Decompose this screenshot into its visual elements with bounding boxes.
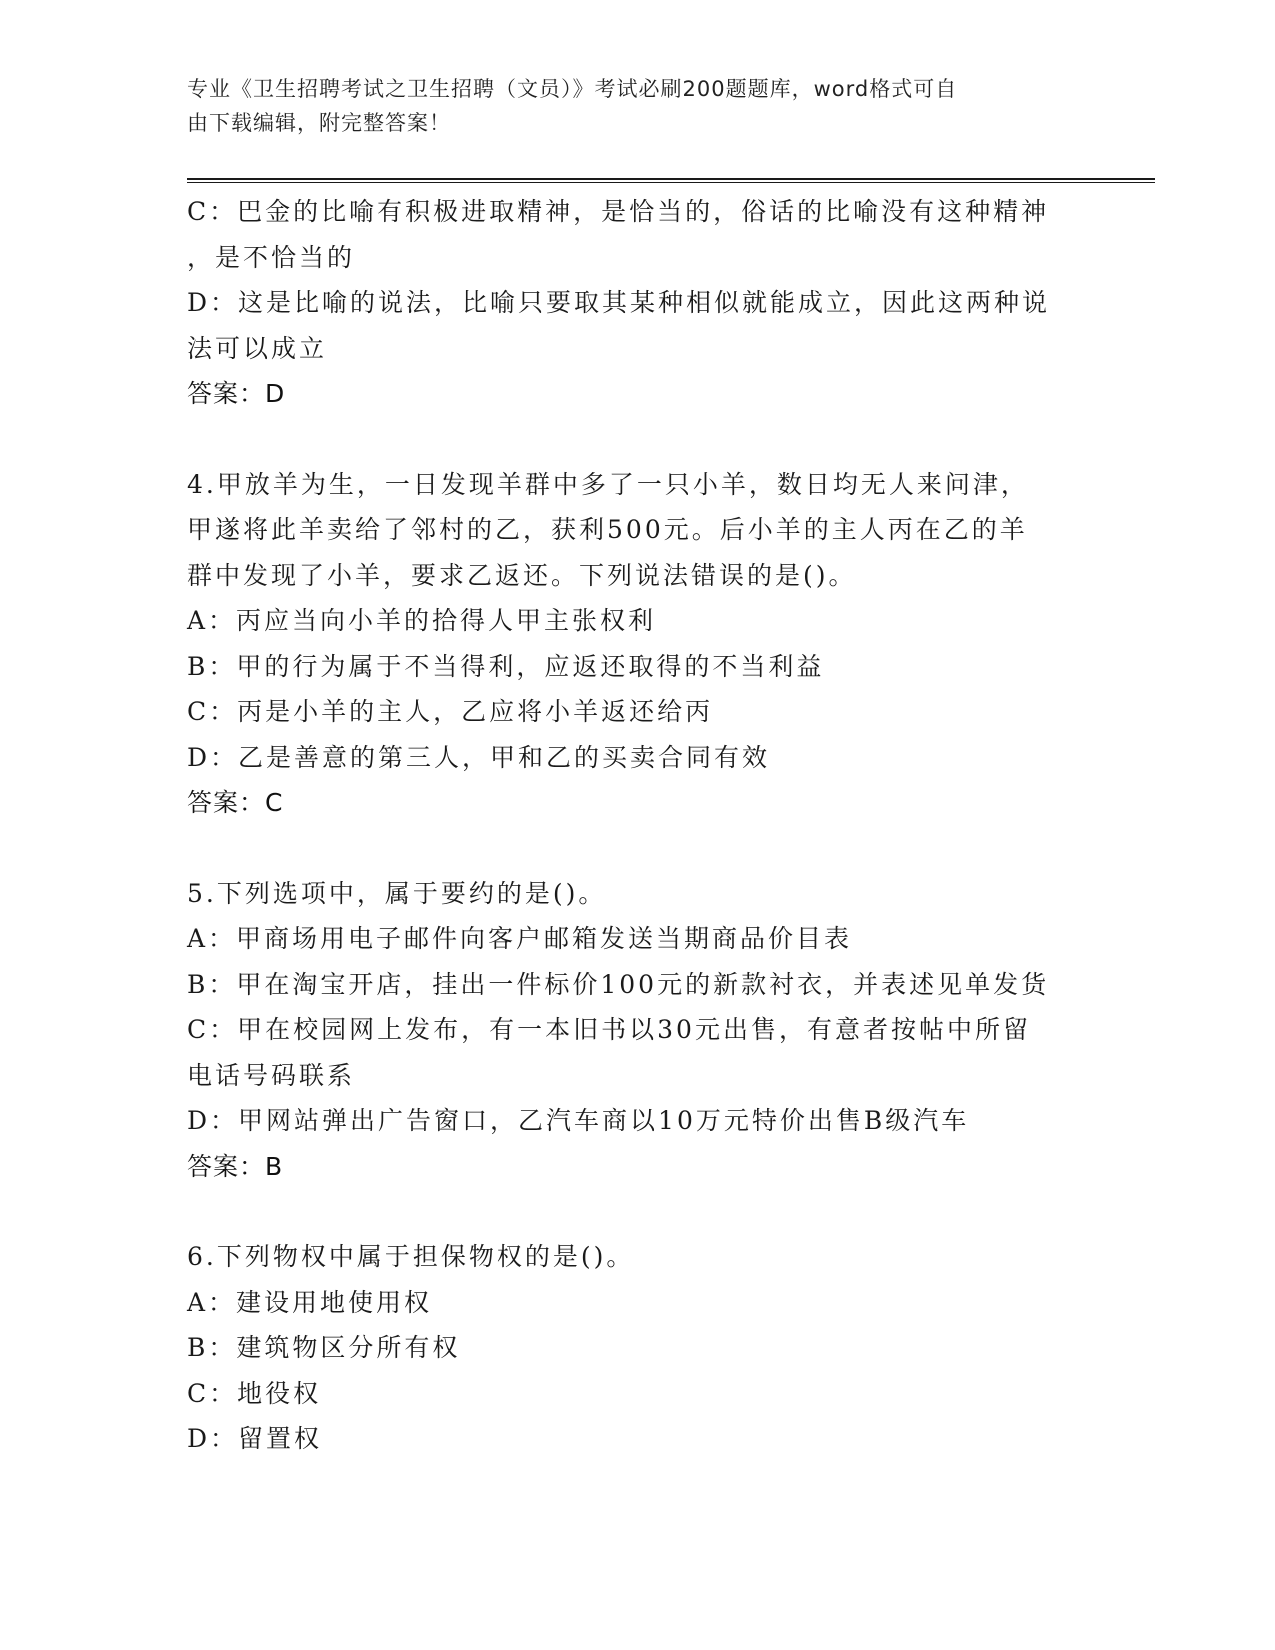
q4-option-c: C：丙是小羊的主人，乙应将小羊返还给丙 (187, 697, 714, 726)
q3-option-c-line-1: C：巴金的比喻有积极进取精神，是恰当的，俗话的比喻没有这种精神 (187, 197, 1050, 226)
q4-option-a: A：丙应当向小羊的拾得人甲主张权利 (187, 606, 657, 635)
question-5 (187, 871, 1087, 1190)
header-line-1: 专业《卫生招聘考试之卫生招聘（文员）》考试必刷200题题库，word格式可自 (187, 77, 958, 101)
q5-option-b: B：甲在淘宝开店，挂出一件标价100元的新款衬衣，并表述见单发货 (187, 969, 1050, 999)
q4-answer: 答案：C (187, 788, 284, 817)
q3-option-c-line-2: ，是不恰当的 (187, 242, 356, 272)
q5-answer: 答案：B (187, 1151, 284, 1181)
q5-stem: 5.下列选项中，属于要约的是()。 (187, 878, 607, 908)
q4-stem-line-1: 4.甲放羊为生，一日发现羊群中多了一只小羊，数日均无人来问津， (187, 469, 1029, 499)
q4-option-d: D：乙是善意的第三人，甲和乙的买卖合同有效 (187, 742, 771, 772)
q6-option-c: C：地役权 (187, 1378, 322, 1408)
document-header (187, 72, 1067, 140)
q5-option-d: D：甲网站弹出广告窗口，乙汽车商以10万元特价出售B级汽车 (187, 1106, 970, 1135)
q4-stem-line-3: 群中发现了小羊，要求乙返还。下列说法错误的是()。 (187, 560, 857, 590)
q3-option-d-line-1: D：这是比喻的说法，比喻只要取其某种相似就能成立，因此这两种说 (187, 288, 1051, 317)
header-divider-thin (187, 182, 1155, 183)
q5-option-c-line-1: C：甲在校园网上发布，有一本旧书以30元出售，有意者按帖中所留 (187, 1015, 1031, 1044)
document-body (187, 189, 1087, 1462)
q5-option-c-line-2: 电话号码联系 (187, 1060, 356, 1090)
header-line-2: 由下载编辑，附完整答案！ (187, 111, 451, 135)
question-4 (187, 462, 1087, 826)
q3-answer: 答案：D (187, 379, 286, 408)
q6-option-b: B：建筑物区分所有权 (187, 1333, 461, 1362)
q6-option-d: D：留置权 (187, 1424, 323, 1453)
question-3-continuation (187, 189, 1087, 417)
q4-option-b: B：甲的行为属于不当得利，应返还取得的不当利益 (187, 651, 825, 681)
q6-stem: 6.下列物权中属于担保物权的是()。 (187, 1242, 635, 1271)
q4-stem-line-2: 甲遂将此羊卖给了邻村的乙，获利500元。后小羊的主人丙在乙的羊 (187, 515, 1028, 544)
question-6 (187, 1234, 1087, 1462)
q3-option-d-line-2: 法可以成立 (187, 333, 328, 363)
q5-option-a: A：甲商场用电子邮件向客户邮箱发送当期商品价目表 (187, 924, 853, 953)
q6-option-a: A：建设用地使用权 (187, 1287, 433, 1317)
header-divider-thick (187, 178, 1155, 180)
